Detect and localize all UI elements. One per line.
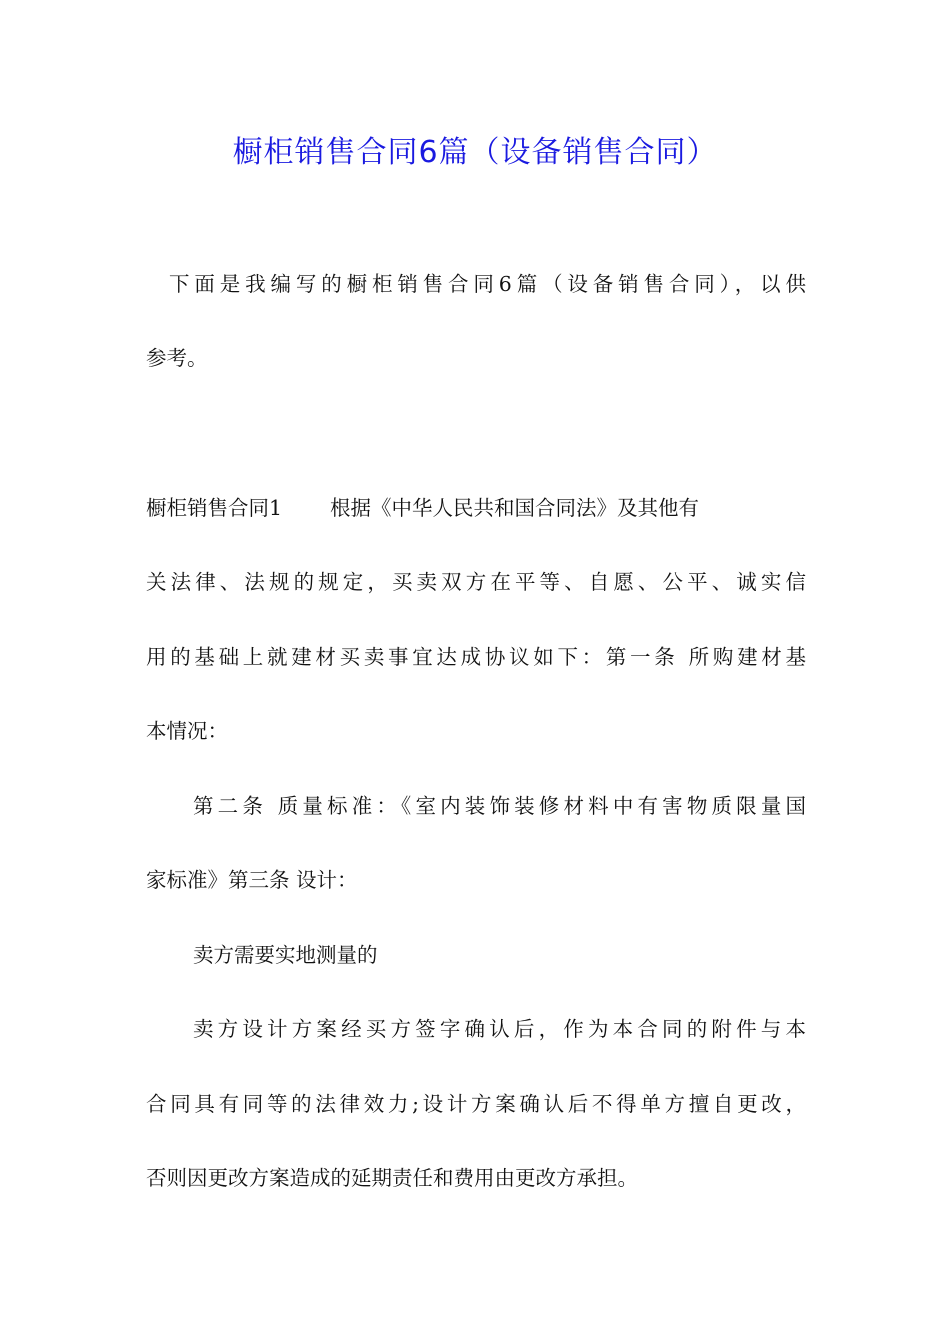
- document-title: 橱柜销售合同6篇（设备销售合同）: [232, 135, 718, 170]
- design-paragraph-1: 卖方需要实地测量的: [193, 943, 378, 967]
- intro-line-1: 下面是我编写的橱柜销售合同6篇（设备销售合同），以供: [169, 272, 806, 296]
- section-1-line-3: 用的基础上就建材买卖事宜达成协议如下：第一条 所购建材基: [146, 645, 806, 669]
- section-1-line-1: 根据《中华人民共和国合同法》及其他有: [330, 496, 700, 520]
- section-1-line-2: 关法律、法规的规定，买卖双方在平等、自愿、公平、诚实信: [146, 570, 806, 594]
- design-paragraph-2-line-1: 卖方设计方案经买方签字确认后，作为本合同的附件与本: [193, 1017, 806, 1041]
- section-1-line-4: 本情况：: [146, 719, 228, 743]
- design-paragraph-2-line-3: 否则因更改方案造成的延期责任和费用由更改方承担。: [146, 1166, 638, 1190]
- article-2-line-1: 第二条 质量标准：《室内装饰装修材料中有害物质限量国: [193, 794, 806, 818]
- article-2-line-2: 家标准》第三条 设计：: [146, 868, 358, 892]
- intro-line-2: 参考。: [146, 346, 208, 370]
- section-1-first-line: [146, 492, 806, 524]
- design-paragraph-2-line-2: 合同具有同等的法律效力;设计方案确认后不得单方擅自更改，: [146, 1092, 806, 1116]
- section-1-heading: 橱柜销售合同1: [146, 496, 283, 520]
